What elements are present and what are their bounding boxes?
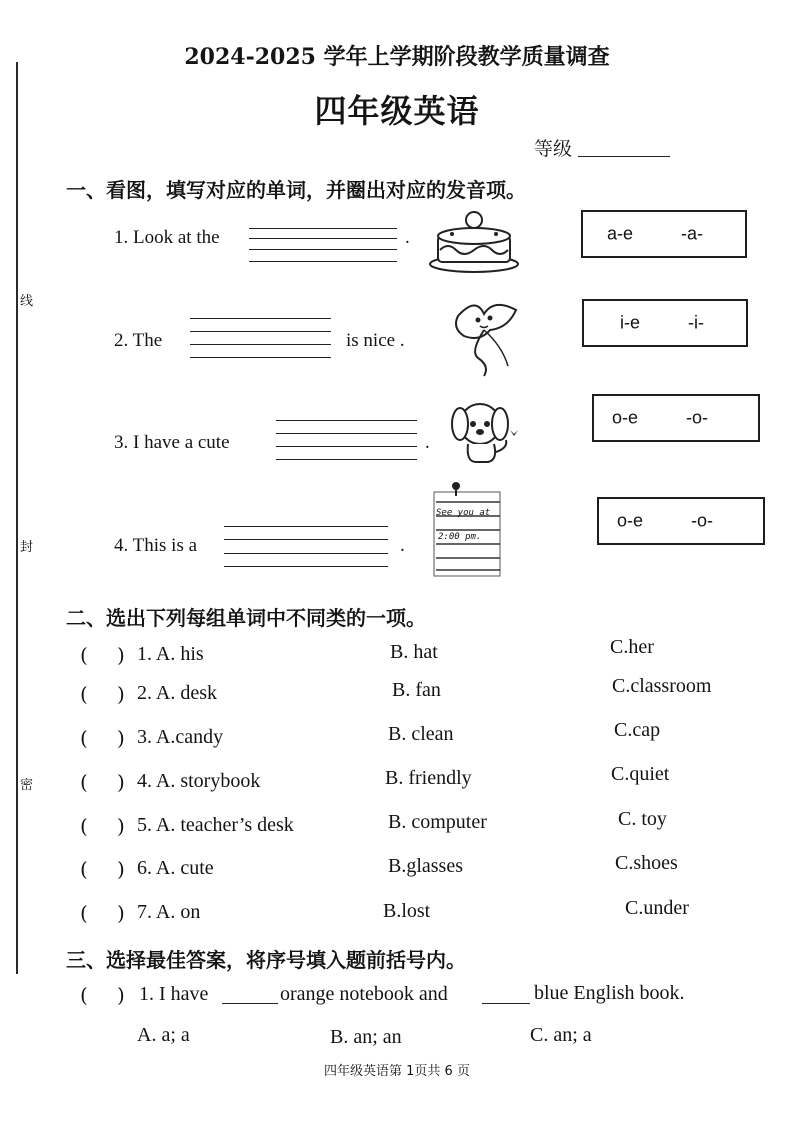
page-footer: 四年级英语第 1页共 6 页 xyxy=(324,1064,470,1079)
answer-paren-close: ) xyxy=(117,770,125,794)
option-a[interactable]: 7. A. on xyxy=(137,901,201,923)
answer-paren-open: ( xyxy=(80,857,88,881)
s1-q1-blank-line[interactable] xyxy=(249,261,397,262)
s1-q2-suffix: is nice . xyxy=(346,330,405,351)
s3-q1-part1: 1. I have xyxy=(139,983,209,1005)
option-c[interactable]: C. an; a xyxy=(530,1024,592,1046)
answer-paren-close: ) xyxy=(117,901,125,925)
sound-option-1[interactable]: i-e xyxy=(620,312,641,333)
note-text: 2:00 pm. xyxy=(438,532,482,542)
s3-q1-blank-1[interactable] xyxy=(222,1003,278,1004)
s1-q3-suffix: . xyxy=(425,432,430,453)
option-a[interactable]: 2. A. desk xyxy=(137,682,217,704)
s1-q4-blank-line[interactable] xyxy=(224,553,388,554)
binding-margin-char: 密 xyxy=(20,774,33,793)
option-b[interactable]: B. clean xyxy=(388,723,454,745)
sound-option-2[interactable]: -a- xyxy=(681,223,703,244)
s1-q4-prefix: 4. This is a xyxy=(114,535,198,556)
section-1-heading: 一、看图，填写对应的单词，并圈出对应的发音项。 xyxy=(66,178,526,202)
binding-margin-line xyxy=(16,62,18,974)
s1-q3-blank-line[interactable] xyxy=(276,420,417,421)
answer-blank[interactable] xyxy=(90,725,112,749)
answer-paren-open: ( xyxy=(80,770,88,794)
note-image xyxy=(430,480,504,580)
s1-q2-sound-box xyxy=(582,299,748,347)
answer-paren-close: ) xyxy=(117,643,125,667)
sound-option-2[interactable]: -i- xyxy=(688,312,704,333)
puppy-image xyxy=(446,398,522,468)
answer-paren-open: ( xyxy=(80,726,88,750)
s1-q1-blank-line[interactable] xyxy=(249,249,397,250)
sound-option-2[interactable]: -o- xyxy=(686,407,708,428)
s1-q2-blank-line[interactable] xyxy=(190,331,331,332)
s1-q1-blank-line[interactable] xyxy=(249,238,397,239)
option-a[interactable]: 6. A. cute xyxy=(137,857,214,879)
exam-subtitle: 四年级英语 xyxy=(314,92,480,130)
s1-q1-prefix: 1. Look at the xyxy=(114,227,220,248)
answer-paren-open: ( xyxy=(80,682,88,706)
s1-q3-sound-box xyxy=(592,394,760,442)
answer-paren-close: ) xyxy=(117,726,125,750)
option-a[interactable]: 5. A. teacher’s desk xyxy=(137,814,294,836)
grade-label: 等级 xyxy=(534,138,573,160)
s1-q1-suffix: . xyxy=(405,227,410,248)
answer-blank[interactable] xyxy=(90,642,112,666)
answer-paren-close: ) xyxy=(117,857,125,881)
binding-margin-char: 封 xyxy=(20,536,33,555)
option-a[interactable]: 4. A. storybook xyxy=(137,770,261,792)
s3-q1-blank-2[interactable] xyxy=(482,1003,530,1004)
sound-option-1[interactable]: a-e xyxy=(607,223,634,244)
answer-blank[interactable] xyxy=(90,982,112,1006)
answer-paren-close: ) xyxy=(117,983,125,1007)
s1-q2-blank-line[interactable] xyxy=(190,357,331,358)
option-a[interactable]: 1. A. his xyxy=(137,643,204,665)
s1-q4-blank-line[interactable] xyxy=(224,539,388,540)
s1-q4-blank-line[interactable] xyxy=(224,526,388,527)
s1-q3-blank-line[interactable] xyxy=(276,433,417,434)
option-b[interactable]: B. an; an xyxy=(330,1026,402,1048)
option-c[interactable]: C. toy xyxy=(618,808,667,830)
option-b[interactable]: B.lost xyxy=(383,900,431,922)
s1-q2-prefix: 2. The xyxy=(114,330,163,351)
answer-blank[interactable] xyxy=(90,681,112,705)
answer-paren-close: ) xyxy=(117,814,125,838)
note-text: See you at xyxy=(436,508,491,518)
sound-option-1[interactable]: o-e xyxy=(617,510,644,531)
s1-q4-blank-line[interactable] xyxy=(224,566,388,567)
option-a[interactable]: 3. A.candy xyxy=(137,726,224,748)
answer-paren-open: ( xyxy=(80,643,88,667)
answer-paren-close: ) xyxy=(117,682,125,706)
section-3-heading: 三、选择最佳答案，将序号填入题前括号内。 xyxy=(66,948,466,972)
s1-q3-blank-line[interactable] xyxy=(276,459,417,460)
answer-blank[interactable] xyxy=(90,813,112,837)
answer-paren-open: ( xyxy=(80,901,88,925)
option-c[interactable]: C.cap xyxy=(614,719,661,741)
s1-q2-blank-line[interactable] xyxy=(190,318,331,319)
option-b[interactable]: B. fan xyxy=(392,679,441,701)
answer-blank[interactable] xyxy=(90,856,112,880)
sound-option-1[interactable]: o-e xyxy=(612,407,639,428)
cake-image xyxy=(428,208,520,274)
option-b[interactable]: B. friendly xyxy=(385,767,472,789)
kite-image xyxy=(450,296,524,378)
option-b[interactable]: B. hat xyxy=(390,641,438,663)
answer-blank[interactable] xyxy=(90,769,112,793)
answer-blank[interactable] xyxy=(90,900,112,924)
s1-q3-prefix: 3. I have a cute xyxy=(114,432,230,453)
exam-title: 2024-2025 学年上学期阶段教学质量调查 xyxy=(184,44,610,70)
binding-margin-char: 线 xyxy=(20,290,33,309)
option-c[interactable]: C.her xyxy=(610,636,654,658)
s1-q4-suffix: . xyxy=(400,535,405,556)
option-c[interactable]: C.quiet xyxy=(611,763,670,785)
option-c[interactable]: C.shoes xyxy=(615,852,678,874)
s1-q1-sound-box xyxy=(581,210,747,258)
s1-q1-blank-line[interactable] xyxy=(249,228,397,229)
option-b[interactable]: B.glasses xyxy=(388,855,463,877)
sound-option-2[interactable]: -o- xyxy=(691,510,713,531)
answer-paren-open: ( xyxy=(80,983,88,1007)
section-2-heading: 二、选出下列每组单词中不同类的一项。 xyxy=(66,606,426,630)
s3-q1-part3: blue English book. xyxy=(534,982,685,1004)
s3-q1-part2: orange notebook and xyxy=(280,983,448,1005)
s1-q2-blank-line[interactable] xyxy=(190,344,331,345)
answer-paren-open: ( xyxy=(80,814,88,838)
s1-q4-sound-box xyxy=(597,497,765,545)
s1-q3-blank-line[interactable] xyxy=(276,446,417,447)
option-c[interactable]: C.under xyxy=(625,897,689,919)
grade-blank[interactable] xyxy=(578,156,670,157)
option-a[interactable]: A. a; a xyxy=(137,1024,190,1046)
option-c[interactable]: C.classroom xyxy=(612,675,712,697)
option-b[interactable]: B. computer xyxy=(388,811,487,833)
